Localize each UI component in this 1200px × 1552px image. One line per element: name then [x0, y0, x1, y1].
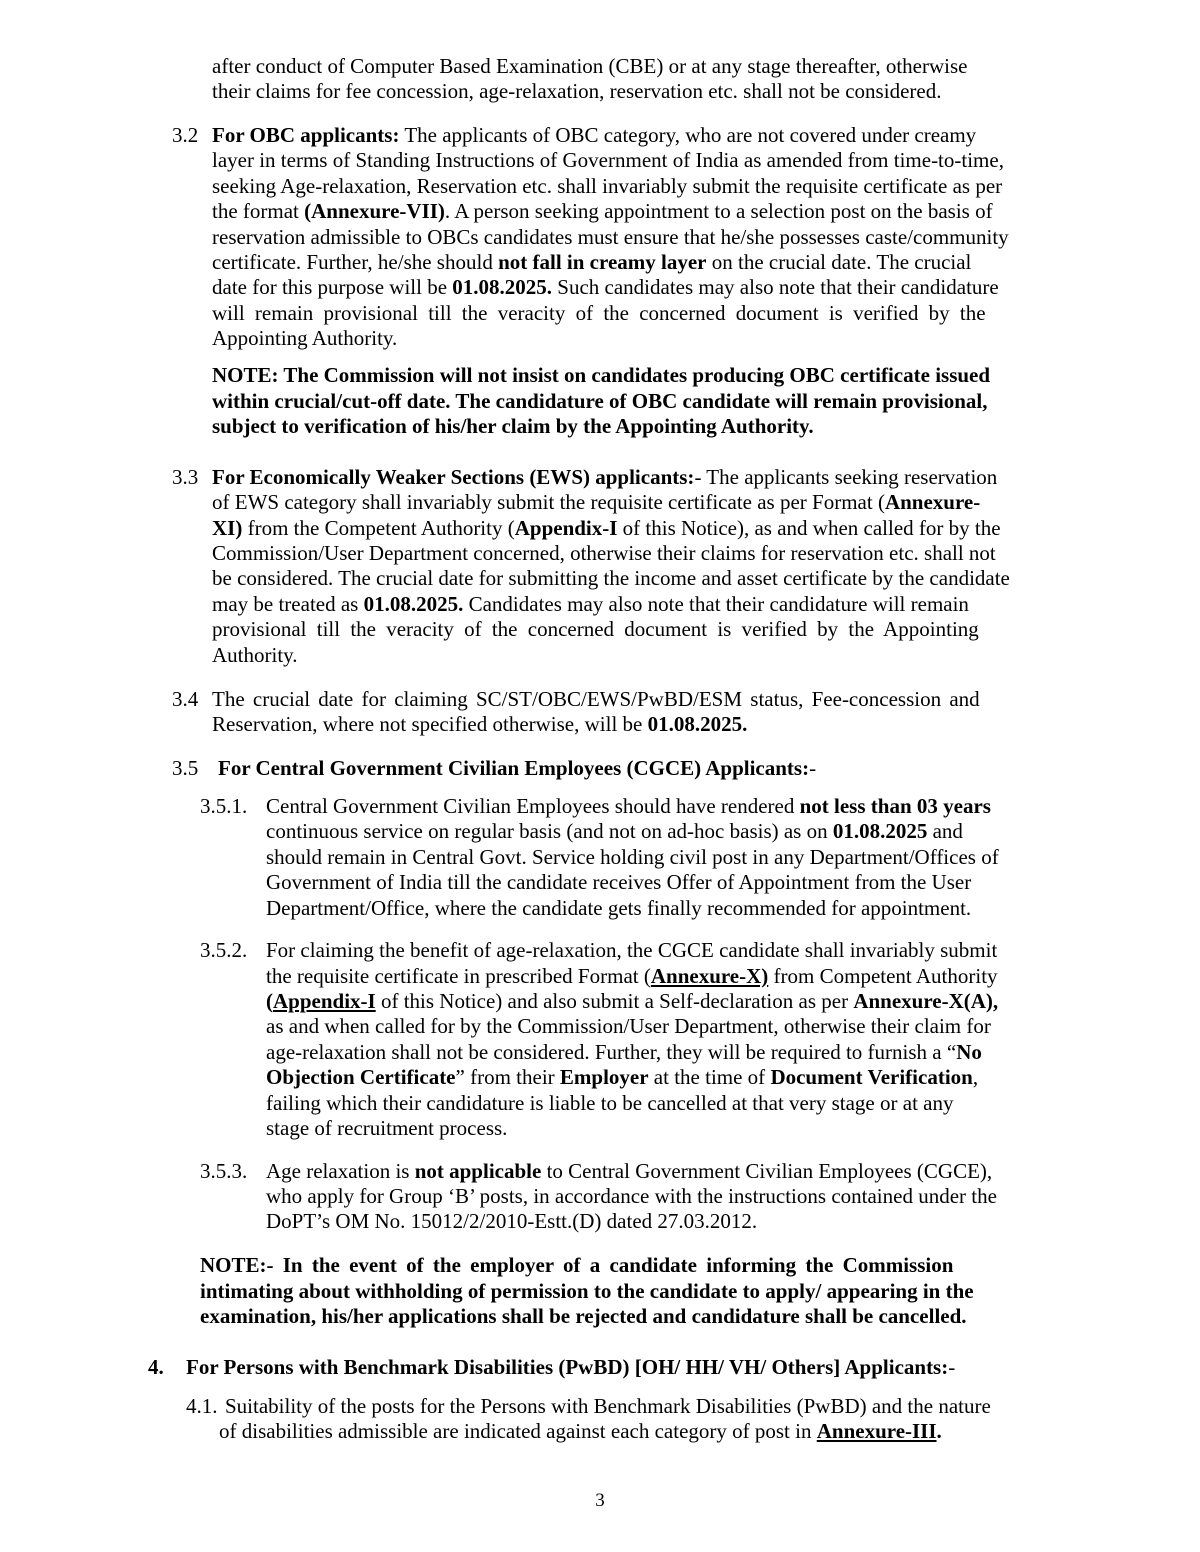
crucial-date-line-1: The crucial date for claiming SC/ST/OBC/EWS/PwBD/ESM status, Fee-concession and — [212, 687, 980, 711]
ews-line-6: may be treated as 01.08.2025. Candidates may also note that their candidature will remain — [212, 592, 969, 616]
obc-note-line-1: NOTE: The Commission will not insist on candidates producing OBC certificate issued — [212, 363, 991, 387]
cgce-note-line-2: intimating about withholding of permission to the candidate to apply/ appearing in the — [200, 1279, 974, 1303]
ews-line-8: Authority. — [212, 643, 298, 667]
obc-line-7: date for this purpose will be 01.08.2025. Such candidates may also note that their candidature — [212, 275, 999, 299]
obc-line-9: Appointing Authority. — [212, 326, 398, 350]
cgce-352-line-6: Objection Certificate” from their Employer at the time of Document Verification, — [266, 1065, 979, 1089]
cgce-note-line-3: examination, his/her applications shall be rejected and candidature shall be cancelled. — [200, 1304, 967, 1328]
obc-line-5: reservation admissible to OBCs candidates must ensure that he/she possesses caste/community — [212, 225, 1009, 249]
cgce-351-line-4: Government of India till the candidate receives Offer of Appointment from the User — [266, 870, 972, 894]
cgce-352-line-5: age-relaxation shall not be considered. Further, they will be required to furnish a “No — [266, 1040, 982, 1064]
cgce-note-line-1: NOTE:- In the event of the employer of a candidate informing the Commission — [200, 1253, 954, 1277]
section-number-3-5-1: 3.5.1. — [200, 794, 248, 818]
obc-note-line-3: subject to verification of his/her claim by the Appointing Authority. — [212, 414, 814, 438]
cgce-353-line-2: who apply for Group ‘B’ posts, in accordance with the instructions contained under the — [266, 1184, 997, 1208]
ews-line-5: be considered. The crucial date for submitting the income and asset certificate by the candidate — [212, 566, 1010, 590]
obc-line-3: seeking Age-relaxation, Reservation etc. shall invariably submit the requisite certificate as per — [212, 174, 1003, 198]
section-number-3-2: 3.2 — [172, 123, 199, 147]
cgce-352-line-4: as and when called for by the Commission/User Department, otherwise their claim for — [266, 1014, 991, 1038]
cgce-353-line-3: DoPT’s OM No. 15012/2/2010-Estt.(D) dated 27.03.2012. — [266, 1209, 758, 1233]
ews-line-4: Commission/User Department concerned, otherwise their claims for reservation etc. shall not — [212, 541, 996, 565]
cgce-352-line-7: failing which their candidature is liable to be cancelled at that very stage or at any — [266, 1091, 954, 1115]
section-number-3-3: 3.3 — [172, 465, 199, 489]
obc-line-8: will remain provisional till the veracity of the concerned document is verified by the — [212, 301, 986, 325]
intro-line-1: after conduct of Computer Based Examination (CBE) or at any stage thereafter, otherwise — [212, 54, 968, 78]
obc-heading: For OBC applicants: — [212, 123, 400, 147]
intro-line-2: their claims for fee concession, age-relaxation, reservation etc. shall not be considered. — [212, 79, 942, 103]
obc-line-2: layer in terms of Standing Instructions of Government of India as amended from time-to-time, — [212, 148, 1004, 172]
section-number-3-4: 3.4 — [172, 687, 199, 711]
pwbd-heading: For Persons with Benchmark Disabilities (PwBD) [OH/ HH/ VH/ Others] Applicants:- — [186, 1355, 956, 1379]
cgce-352-line-8: stage of recruitment process. — [266, 1116, 508, 1140]
cgce-352-line-1: For claiming the benefit of age-relaxation, the CGCE candidate shall invariably submit — [266, 938, 998, 962]
obc-line-6: certificate. Further, he/she should not fall in creamy layer on the crucial date. The crucial — [212, 250, 972, 274]
obc-line-1: For OBC applicants: The applicants of OBC category, who are not covered under creamy — [212, 123, 977, 147]
section-number-3-5-2: 3.5.2. — [200, 938, 248, 962]
cgce-351-line-2: continuous service on regular basis (and not on ad-hoc basis) as on 01.08.2025 and — [266, 819, 963, 843]
obc-note-line-2: within crucial/cut-off date. The candidature of OBC candidate will remain provisional, — [212, 389, 988, 413]
page-number: 3 — [595, 1490, 605, 1511]
section-number-4: 4. — [148, 1355, 164, 1379]
ews-line-7: provisional till the veracity of the concerned document is verified by the Appointing — [212, 617, 979, 641]
cgce-heading: For Central Government Civilian Employees (CGCE) Applicants:- — [218, 756, 817, 780]
cgce-351-line-3: should remain in Central Govt. Service holding civil post in any Department/Offices of — [266, 845, 999, 869]
section-number-3-5-3: 3.5.3. — [200, 1159, 248, 1183]
ews-line-1: For Economically Weaker Sections (EWS) applicants:- The applicants seeking reservation — [212, 465, 998, 489]
pwbd-41-line-1: Suitability of the posts for the Persons with Benchmark Disabilities (PwBD) and the nature — [225, 1394, 991, 1418]
cgce-352-line-3: (Appendix-I of this Notice) and also submit a Self-declaration as per Annexure-X(A), — [266, 989, 999, 1013]
cgce-351-line-1: Central Government Civilian Employees should have rendered not less than 03 years — [266, 794, 991, 818]
cgce-352-line-2: the requisite certificate in prescribed Format (Annexure-X) from Competent Authority — [266, 964, 998, 988]
ews-line-3: XI) from the Competent Authority (Appendix-I of this Notice), as and when called for by the — [212, 516, 1001, 540]
cgce-351-line-5: Department/Office, where the candidate gets finally recommended for appointment. — [266, 896, 972, 920]
cgce-353-line-1: Age relaxation is not applicable to Central Government Civilian Employees (CGCE), — [266, 1159, 993, 1183]
crucial-date-line-2: Reservation, where not specified otherwise, will be 01.08.2025. — [212, 712, 748, 736]
pwbd-41-line-2: of disabilities admissible are indicated against each category of post in Annexure-III. — [219, 1419, 942, 1443]
section-number-4-1: 4.1. — [186, 1394, 218, 1418]
ews-heading: For Economically Weaker Sections (EWS) applicants: — [212, 465, 695, 489]
ews-line-2: of EWS category shall invariably submit the requisite certificate as per Format (Annexure- — [212, 490, 981, 514]
obc-line-4: the format (Annexure-VII). A person seeking appointment to a selection post on the basis of — [212, 199, 993, 223]
section-number-3-5: 3.5 — [172, 756, 199, 780]
